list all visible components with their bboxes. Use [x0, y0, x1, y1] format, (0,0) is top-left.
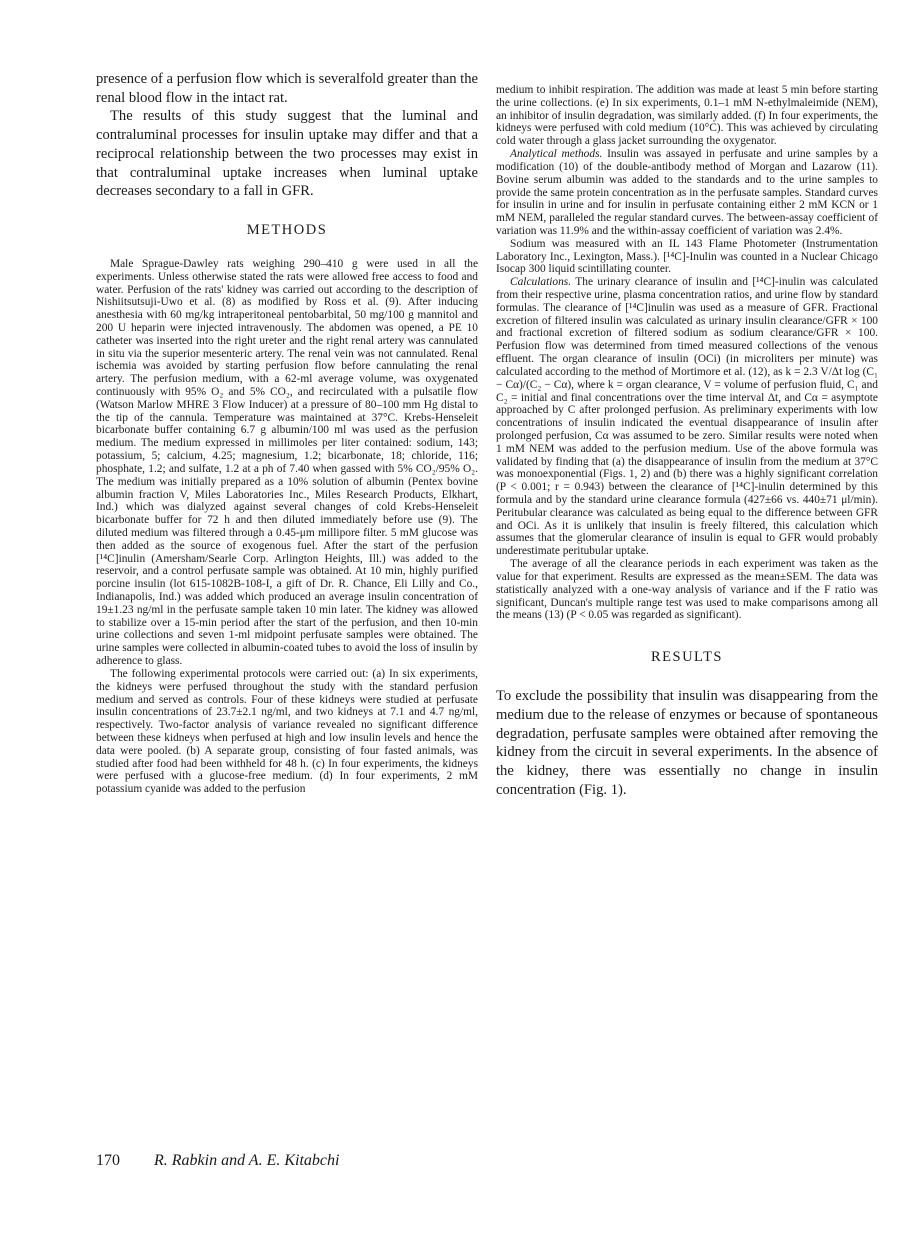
calculations-paragraph [496, 276, 878, 558]
left-column [96, 70, 478, 796]
calculations-label: Calculations. [510, 276, 572, 289]
methods-paragraph-animals: Male Sprague-Dawley rats weighing 290–410 g were used in all the experiments. Unless otherwise stated the rats were allowed free access to food and water. Perfusion of the rats' kidney was carried out according to the description of Nishiitsutsuji-Uwo et al. (8) as modified by Ross et al. (9). After inducing anesthesia with 60 mg/kg intraperitoneal pentobarbital, 50 mg/100 g mannitol and 200 U heparin were injected intravenously. The abdomen was opened, a PE 10 catheter was inserted into the right ureter and the right renal artery was cannulated in situ via the superior mesenteric artery. The renal vein was not cannulated. Renal ischemia was avoided by starting perfusion flow before cannulating the renal artery. The perfusion medium, with a 62-ml average volume, was oxygenated continuously with 95% O₂ and 5% CO₂, and recirculated with a pulsatile flow (Watson Marlow MHRE 3 Flow Inducer) at a pressure of 80–100 mm Hg distal to the tip of the cannula. Temperature was maintained at 37°C. Krebs-Henseleit bicarbonate buffer containing 6.7 g albumin/100 ml was used as the perfusion medium. The medium expressed in millimoles per liter contained: sodium, 143; potassium, 5; calcium, 4.25; magnesium, 1.2; bicarbonate, 18; chloride, 116; phosphate, 1.2; and sulfate, 1.2 at a ph of 7.40 when gassed with 5% CO₂/95% O₂. The medium was initially prepared as a 10% solution of albumin (Pentex bovine albumin fraction V, Miles Laboratories Inc., Miles Research Products, Elkhart, Ind.) which was dialyzed against several changes of cold Krebs-Henseleit bicarbonate buffer for 72 h and then diluted immediately before use (9). The diluted medium was filtered through a 0.45-μm millipore filter. 5 mM glucose was then added as the source of exogenous fuel. After the start of the perfusion [¹⁴C]inulin (Amersham/Searle Corp. Arlington Heights, Ill.) was added to the reservoir, and a control perfusate sample was obtained. At 10 min, highly purified porcine insulin (lot 615-1082B-108-I, a gift of Dr. R. Chance, Eli Lilly and Co., Indianapolis, Ind.) was added which produced an average insulin concentration of 19±1.23 ng/ml in the perfusate sample taken 10 min later. The kidney was allowed to stabilize over a 15-min period after the start of the perfusion, and then 10-min urine collections and seven 1-ml midpoint perfusate samples were obtained. The urine samples were collected in albumin-coated tubes to avoid the loss of insulin by adherence to glass. [96, 257, 478, 668]
analytical-methods-text: Insulin was assayed in perfusate and urine samples by a modification (10) of the double-antibody method of Morgan and Lazarow (11). Bovine serum albumin was added to the standards and to the urine samples to provide the same protein concentration as in the perfusate samples. Standard curves for insulin in urine and for insulin in perfusate containing either 2 mM KCN or 1 mM NEM, paralleled the regular standard curves. The between-assay coefficient of variation was 11.9% and the within-assay coefficient of variation was 2.4%. [496, 148, 878, 237]
statistics-paragraph: The average of all the clearance periods in each experiment was taken as the value for that experiment. Results are expressed as the mean±SEM. The data was statistically analyzed with a one-way analysis of variance and if the F ratio was significant, Duncan's multiple range test was used to make comparisons among all the means (13) (P < 0.05 was regarded as significant). [496, 558, 878, 622]
calculations-text: The urinary clearance of insulin and [¹⁴C]-inulin was calculated from their respective urine, plasma concentration ratios, and urine flow by standard formulas. The clearance of [¹⁴C]inulin was used as a measure of GFR. Fractional excretion of filtered insulin was calculated as urinary insulin clearance/GFR × 100 and fractional excretion of filtered sodium as sodium clearance/GFR × 100. Perfusion flow was determined from timed measured collections of the venous effluent. The organ clearance of insulin (OCi) (in microliters per minute) was calculated according to the method of Mortimore et al. (12), as k = 2.3 V/Δt log (C₁ − Cα)/(C₂ − Cα), where k = organ clearance, V = volume of perfusion fluid, C₁ and C₂ = initial and final concentrations over the time interval Δt, and Cα = asymptote approached by C after prolonged perfusion. As preliminary experiments with low concentrations of insulin indicated the eventual disappearance of insulin after prolonged perfusion, Cα was assumed to be zero. Similar results were noted when 1 mM NEM was added to the perfusion medium. Use of the above formula was validated by finding that (a) the disappearance of insulin from the medium at 37°C was monoexponential (Figs. 1, 2) and (b) there was a highly significant correlation (P < 0.001; r = 0.943) between the clearance of [¹⁴C]-inulin determined by this formula and by the standard urine clearance formula (427±66 vs. 440±71 μl/min). Peritubular clearance was calculated as being equal to the difference between GFR and OCi. As it is unlikely that insulin is freely filtered, this calculation which assumes that the glomerular clearance of insulin is equal to GFR would probably underestimate peritubular uptake. [496, 276, 878, 558]
analytical-methods-paragraph [496, 148, 878, 238]
sodium-paragraph: Sodium was measured with an IL 143 Flame Photometer (Instrumentation Laboratory Inc., Lexington, Mass.). [¹⁴C]-Inulin was counted in a Nuclear Chicago Isocap 300 liquid scintillating counter. [496, 237, 878, 276]
analytical-methods-label: Analytical methods. [510, 148, 603, 161]
right-column [496, 84, 878, 799]
results-heading: RESULTS [650, 649, 723, 666]
results-paragraph: To exclude the possibility that insulin was disappearing from the medium due to the release of enzymes or because of spontaneous degradation, perfusate samples were obtained after removing the kidney from the circuit in several experiments. In the absence of the kidney, there was essentially no change in insulin concentration (Fig. 1). [496, 688, 878, 798]
protocols-paragraph-continued: medium to inhibit respiration. The addition was made at least 5 min before starting the urine collections. (e) In six experiments, 0.1–1 mM N-ethylmaleimide (NEM), an inhibitor of insulin degradation, was similarly added. (f) In four experiments, the kidneys were perfused with cold medium (10°C). This was achieved by circulating cold water through a glass jacket surrounding the oxygenator. [496, 84, 878, 148]
page-footer [96, 1152, 339, 1170]
page-number: 170 [96, 1152, 120, 1169]
intro-paragraph-continued: presence of a perfusion flow which is severalfold greater than the renal blood flow in the intact rat. [96, 71, 478, 106]
methods-heading: METHODS [246, 221, 328, 238]
methods-paragraph-protocols: The following experimental protocols were carried out: (a) In six experiments, the kidneys were perfused throughout the study with the standard perfusion medium and served as controls. Four of these kidneys were studied at perfusate insulin concentrations of 23.7±2.1 ng/ml, and two kidneys at 7.1 and 4.7 ng/ml, respectively. Two-factor analysis of variance revealed no significant difference between these kidneys when perfused at high and low insulin levels and hence the data were pooled. (b) A separate group, consisting of four fasted animals, was studied after food had been withheld for 48 h. (c) In four experiments, the kidneys were perfused with a glucose-free medium. (d) In four experiments, 2 mM potassium cyanide was added to the perfusion [96, 667, 478, 796]
intro-paragraph-conclusion: The results of this study suggest that the luminal and contraluminal processes for insulin uptake may differ and that a reciprocal relationship between the two processes may exist in that contraluminal uptake increases when luminal uptake decreases secondary to a fall in GFR. [96, 108, 478, 200]
running-authors: R. Rabkin and A. E. Kitabchi [154, 1152, 340, 1169]
